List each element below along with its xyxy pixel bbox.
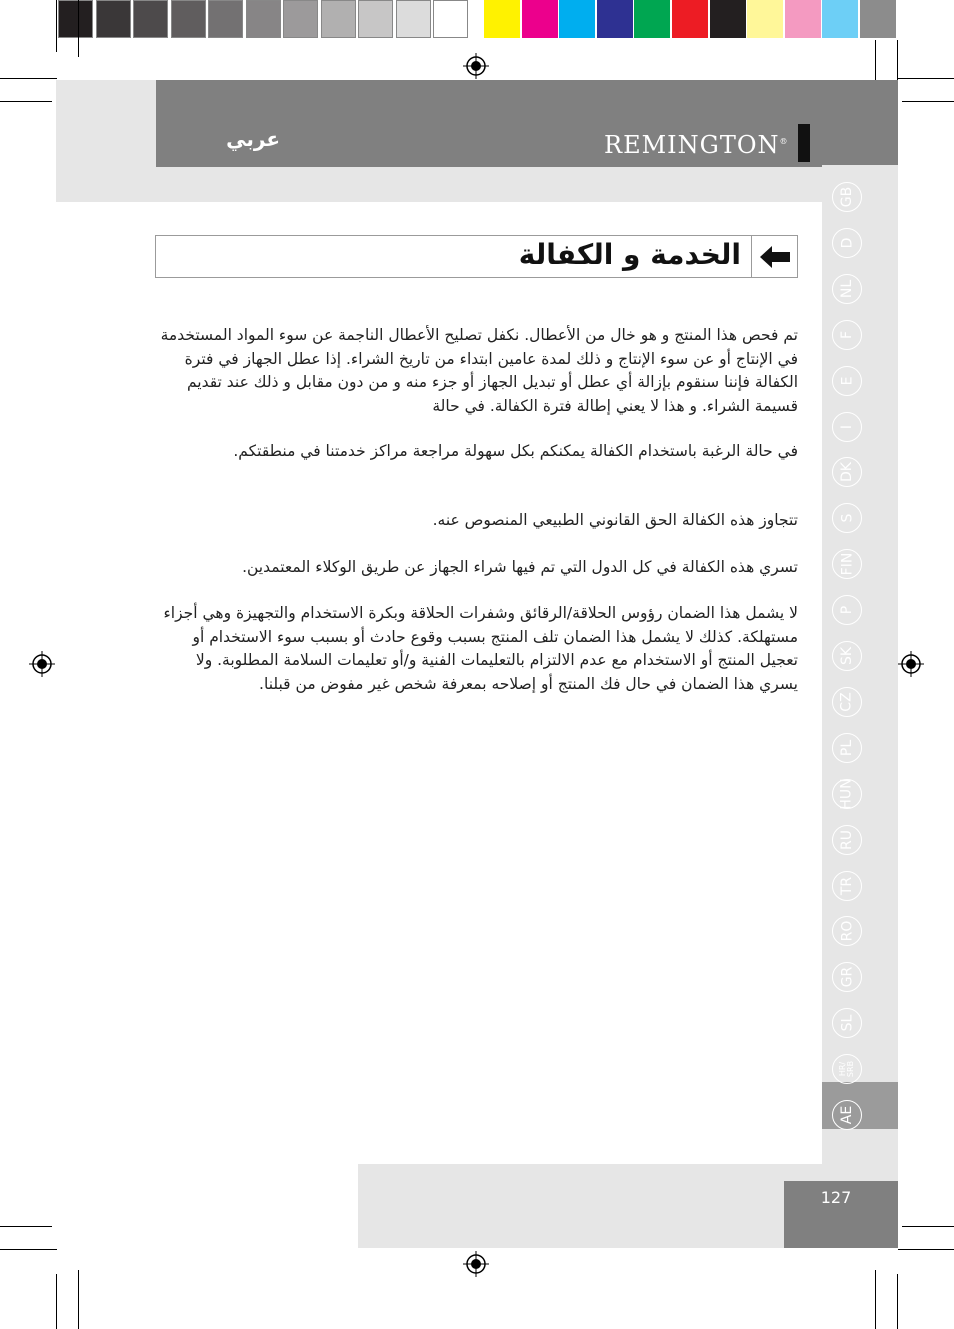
- crop-mark: [902, 101, 954, 102]
- language-tab-f[interactable]: [832, 320, 862, 350]
- registration-mark-icon: [463, 1251, 489, 1277]
- crop-mark: [898, 1249, 954, 1250]
- calibration-swatch: [860, 0, 896, 38]
- calibration-swatch: [747, 0, 783, 38]
- calibration-swatch: [283, 0, 318, 38]
- language-tab-label: D: [839, 237, 855, 249]
- language-tab-pl[interactable]: [832, 733, 862, 763]
- language-tab-label: FIN: [839, 552, 855, 576]
- registration-mark-icon: [463, 53, 489, 79]
- brand-bar: [798, 124, 810, 162]
- crop-mark: [56, 1274, 57, 1329]
- exclusions-paragraph: لا يشمل هذا الضمان رؤوس الحلاقة/الرقائق وشفرات الحلاقة وبكرة الاستخدام والتجهيزة وهي أجزاء مستهلكة. كذلك لا يشمل هذا الضمان تلف المنتج بسبب وقوع حادث أو بسبب سوء الاستخدام أو تعجيل المنتج أو الاستخدام مع عدم الالتزام بالتعليمات الفنية و/أو تعليمات السلامة المطلوبة. ولا يسري هذا الضمان في حال فك المنتج أو إصلاحه بمعرفة شخص غير مفوض من قبلنا.: [163, 604, 798, 693]
- calibration-swatch: [710, 0, 746, 38]
- language-tab-i[interactable]: [832, 412, 862, 442]
- language-tab-label: NL: [839, 279, 855, 298]
- crop-mark: [875, 1270, 876, 1329]
- legal-rights-paragraph: تتجاوز هذه الكفالة الحق القانوني الطبيعي المنصوص عنه.: [432, 511, 798, 529]
- crop-mark: [0, 1249, 57, 1250]
- language-tab-hun[interactable]: [832, 779, 862, 809]
- calibration-swatch: [672, 0, 708, 38]
- language-tab-sk[interactable]: [832, 641, 862, 671]
- calibration-swatch: [208, 0, 243, 38]
- brand-name: REMINGTON: [604, 131, 780, 159]
- brand-logo: [604, 131, 789, 159]
- language-tab-label: SL: [839, 1014, 855, 1032]
- language-tab-label: AE: [839, 1105, 855, 1125]
- language-tab-label: HR/ SRB: [838, 1061, 855, 1078]
- crop-mark: [898, 78, 954, 79]
- language-tab-ae[interactable]: [832, 1100, 862, 1130]
- crop-mark: [0, 101, 52, 102]
- language-tab-label: S: [838, 513, 855, 523]
- calibration-swatch: [822, 0, 858, 38]
- calibration-swatch: [171, 0, 206, 38]
- language-tab-label: I: [838, 424, 855, 429]
- language-tab-nl[interactable]: [832, 274, 862, 304]
- calibration-swatch: [58, 0, 93, 38]
- language-tab-label: RU: [838, 829, 855, 850]
- language-tab-label: E: [838, 376, 855, 386]
- calibration-swatch: [246, 0, 281, 38]
- language-tab-hrsrb[interactable]: [832, 1054, 862, 1084]
- crop-mark: [897, 1274, 898, 1329]
- language-tab-gb[interactable]: [832, 182, 862, 212]
- warranty-service-paragraph: في حالة الرغبة باستخدام الكفالة يمكنكم بكل سهولة مراجعة مراكز خدمتنا في منطقتكم.: [233, 442, 798, 460]
- language-tab-label: SK: [838, 646, 855, 666]
- section-title: الخدمة و الكفالة: [518, 238, 741, 271]
- language-tab-label: RO: [839, 921, 855, 942]
- language-tab-tr[interactable]: [832, 871, 862, 901]
- language-tab-ru[interactable]: [832, 825, 862, 855]
- language-tab-e[interactable]: [832, 366, 862, 396]
- section-header: [155, 235, 798, 278]
- calibration-swatch: [321, 0, 356, 38]
- language-tab-cz[interactable]: [832, 687, 862, 717]
- language-tab-fin[interactable]: [832, 549, 862, 579]
- arrow-left-icon: [760, 246, 790, 268]
- language-tab-label: P: [838, 605, 855, 615]
- language-tab-label: F: [839, 330, 855, 339]
- countries-paragraph: تسري هذه الكفالة في كل الدول التي تم فيها شراء الجهاز عن طريق الوكلاء المعتمدين.: [242, 558, 798, 576]
- crop-mark: [56, 0, 57, 52]
- crop-mark: [78, 1270, 79, 1329]
- calibration-swatch: [785, 0, 821, 38]
- crop-mark: [0, 1226, 52, 1227]
- section-arrow-cell: [751, 236, 797, 277]
- language-tab-label: GR: [838, 967, 855, 988]
- language-tab-label: CZ: [839, 692, 855, 712]
- language-tab-d[interactable]: [832, 228, 862, 258]
- calibration-swatch: [559, 0, 595, 38]
- calibration-swatch: [133, 0, 168, 38]
- crop-mark: [902, 1226, 954, 1227]
- calibration-swatch: [396, 0, 431, 38]
- calibration-swatch: [522, 0, 558, 38]
- brand-mark: ®: [779, 137, 789, 146]
- calibration-swatch: [484, 0, 520, 38]
- crop-mark: [0, 78, 57, 79]
- language-tab-label: HUN: [839, 778, 855, 810]
- calibration-swatch: [634, 0, 670, 38]
- language-tab-label: PL: [839, 739, 855, 756]
- language-tab-label: GB: [838, 186, 855, 208]
- language-title: عربي: [226, 127, 280, 151]
- page-number: 127: [820, 1188, 852, 1207]
- language-tab-label: DK: [839, 462, 855, 483]
- calibration-swatch: [597, 0, 633, 38]
- registration-mark-icon: [898, 651, 924, 677]
- calibration-swatch: [96, 0, 131, 38]
- language-tab-p[interactable]: [832, 595, 862, 625]
- registration-mark-icon: [29, 651, 55, 677]
- language-tab-sl[interactable]: [832, 1008, 862, 1038]
- warranty-paragraph: تم فحص هذا المنتج و هو خال من الأعطال. نكفل تصليح الأعطال الناجمة عن سوء المواد المستخدمة في الإنتاج أو عن سوء الإنتاج و ذلك لمدة عامين ابتداء من تاريخ الشراء. إذا عطل الجهاز في فترة الكفالة فإننا سنقوم بإزالة أي عطل أو تبديل الجهاز أو جزء منه و من دون مقابل و ذلك عند تقديم قسيمة الشراء. و هذا لا يعني إطالة فترة الكفالة. في حالة: [160, 326, 798, 415]
- language-tab-label: TR: [839, 876, 855, 895]
- calibration-swatch: [433, 0, 468, 38]
- crop-mark: [78, 0, 79, 57]
- calibration-swatch: [358, 0, 393, 38]
